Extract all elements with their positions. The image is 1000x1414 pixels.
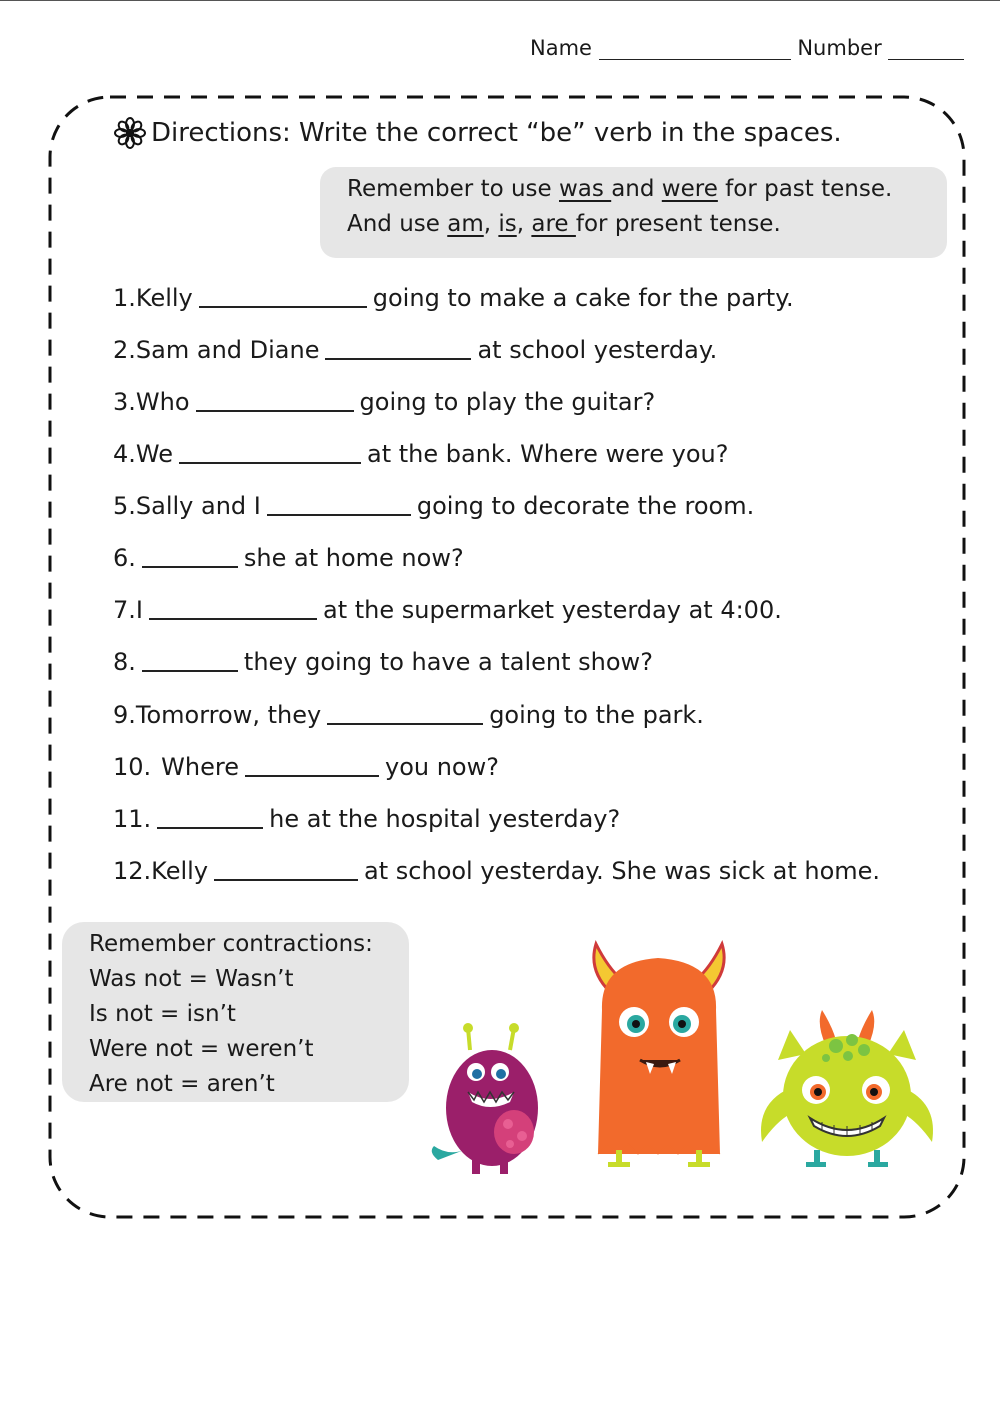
- question-number: 4.: [113, 440, 136, 468]
- question-1: [113, 280, 794, 312]
- contractions-title: Remember contractions:: [89, 931, 373, 957]
- reminder-line-1: [347, 172, 947, 207]
- purple-monster-illustration: [428, 1020, 552, 1176]
- orange-monster-illustration: [588, 940, 730, 1170]
- question-3: [113, 384, 655, 416]
- green-monster-illustration: [756, 1010, 938, 1170]
- question-lead: Who: [135, 388, 190, 416]
- reminder-text: for present tense.: [575, 211, 781, 237]
- number-label: Number: [797, 36, 882, 60]
- contractions-box: [62, 922, 409, 1102]
- question-number: 11.: [113, 805, 152, 833]
- contraction-item: Was not = Wasn’t: [89, 966, 294, 992]
- question-number: 8.: [113, 648, 136, 676]
- question-11: [113, 801, 620, 833]
- question-text: at school yesterday.: [477, 336, 718, 364]
- question-text: she at home now?: [243, 544, 464, 572]
- answer-blank[interactable]: [149, 596, 317, 620]
- reminder-text: ,: [483, 211, 499, 237]
- were-word: were: [661, 176, 718, 202]
- question-lead: Sally and I: [135, 492, 261, 520]
- question-lead: Sam and Diane: [135, 336, 320, 364]
- question-text: going to play the guitar?: [359, 388, 656, 416]
- reminder-text: ,: [516, 211, 532, 237]
- reminder-text: for past tense.: [717, 176, 893, 202]
- is-word: is: [498, 211, 517, 237]
- question-10: [113, 749, 499, 781]
- answer-blank[interactable]: [142, 544, 238, 568]
- question-6: [113, 540, 464, 572]
- question-lead: Where: [161, 753, 239, 781]
- question-8: [113, 644, 653, 676]
- contraction-item: Were not = weren’t: [89, 1036, 314, 1062]
- question-number: 1.: [113, 284, 136, 312]
- question-lead: I: [135, 596, 143, 624]
- question-text: they going to have a talent show?: [243, 648, 653, 676]
- answer-blank[interactable]: [142, 648, 238, 672]
- directions-text: Directions: Write the correct “be” verb in the spaces.: [151, 118, 842, 148]
- question-number: 5.: [113, 492, 136, 520]
- answer-blank[interactable]: [245, 753, 379, 777]
- directions: [113, 116, 842, 150]
- question-text: going to make a cake for the party.: [372, 284, 794, 312]
- question-text: you now?: [384, 753, 499, 781]
- was-word: was: [559, 176, 612, 202]
- question-number: 12.: [113, 857, 152, 885]
- reminder-line-2: [347, 207, 947, 242]
- contraction-item: Are not = aren’t: [89, 1071, 275, 1097]
- flower-icon: [113, 116, 147, 150]
- question-text: at school yesterday. She was sick at home.: [364, 857, 881, 885]
- question-7: [113, 592, 782, 624]
- name-label: Name: [530, 36, 592, 60]
- question-9: [113, 697, 704, 729]
- number-field[interactable]: [888, 37, 964, 60]
- top-border-line: [0, 0, 1000, 1]
- question-number: 6.: [113, 544, 136, 572]
- question-text: going to decorate the room.: [416, 492, 755, 520]
- answer-blank[interactable]: [325, 336, 471, 360]
- question-number: 2.: [113, 336, 136, 364]
- answer-blank[interactable]: [199, 284, 367, 308]
- answer-blank[interactable]: [267, 492, 411, 516]
- tense-reminder-box: [320, 167, 947, 258]
- question-lead: Tomorrow, they: [135, 701, 322, 729]
- answer-blank[interactable]: [327, 701, 483, 725]
- am-word: am: [447, 211, 484, 237]
- question-text: he at the hospital yesterday?: [269, 805, 621, 833]
- answer-blank[interactable]: [196, 388, 354, 412]
- question-lead: Kelly: [135, 284, 193, 312]
- reminder-text: Remember to use: [347, 176, 559, 202]
- question-text: at the supermarket yesterday at 4:00.: [322, 596, 782, 624]
- question-4: [113, 436, 728, 468]
- question-text: at the bank. Where were you?: [367, 440, 729, 468]
- answer-blank[interactable]: [179, 440, 361, 464]
- question-5: [113, 488, 754, 520]
- name-field[interactable]: [599, 37, 791, 60]
- question-lead: We: [135, 440, 173, 468]
- question-number: 3.: [113, 388, 136, 416]
- question-2: [113, 332, 717, 364]
- answer-blank[interactable]: [214, 857, 358, 881]
- are-word: are: [531, 211, 576, 237]
- reminder-text: and: [611, 176, 662, 202]
- question-text: going to the park.: [489, 701, 704, 729]
- name-number-header: [530, 36, 964, 60]
- question-12: [113, 853, 880, 885]
- question-number: 7.: [113, 596, 136, 624]
- question-lead: Kelly: [151, 857, 209, 885]
- question-number: 9.: [113, 701, 136, 729]
- contraction-item: Is not = isn’t: [89, 1001, 236, 1027]
- reminder-text: And use: [347, 211, 448, 237]
- question-number: 10.: [113, 753, 152, 781]
- answer-blank[interactable]: [157, 805, 263, 829]
